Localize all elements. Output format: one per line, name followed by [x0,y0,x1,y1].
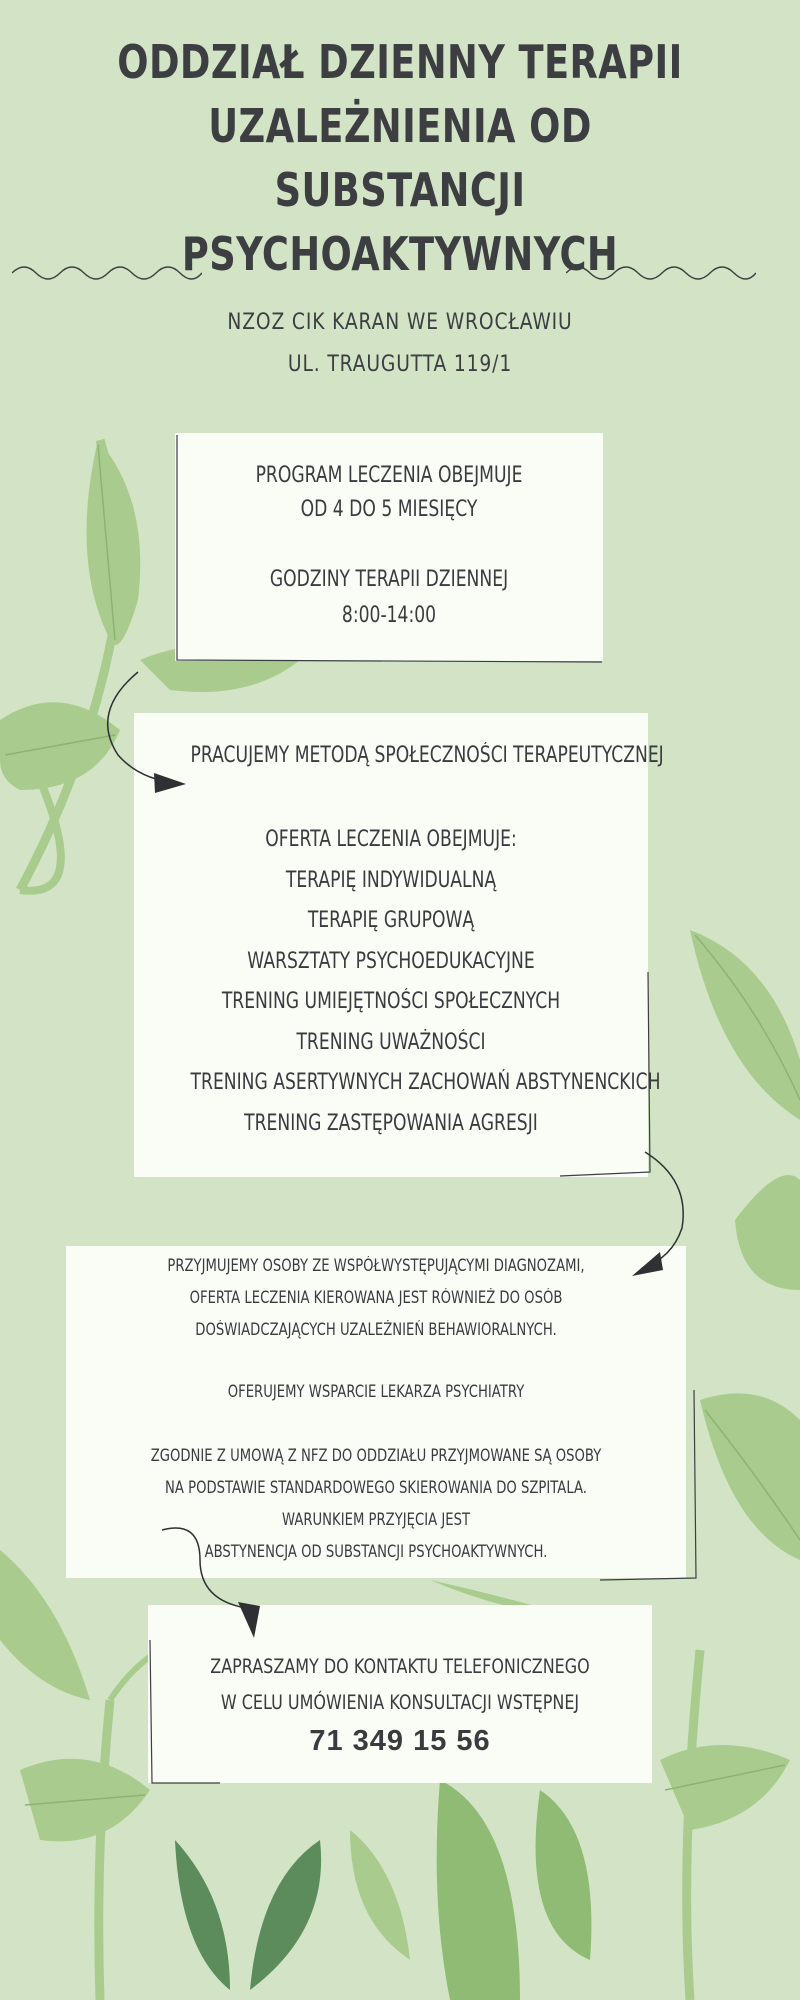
card-text: ZGODNIE Z UMOWĄ Z NFZ DO ODDZIAŁU PRZYJMOWANE SĄ OSOBY [150,1446,602,1465]
card-text: OD 4 DO 5 MIESIĘCY [300,497,478,522]
contact-card [148,1605,652,1783]
program-duration-card [175,433,603,661]
card-text: ABSTYNENCJA OD SUBSTANCJI PSYCHOAKTYWNYCH. [204,1542,548,1561]
card-text: W CELU UMÓWIENIA KONSULTACJI WSTĘPNEJ [220,1691,580,1714]
card-text: 8:00-14:00 [341,603,437,628]
offer-heading: OFERTA LECZENIA OBEJMUJE: [265,827,517,852]
phone-number[interactable]: 71 349 15 56 [309,1725,491,1757]
page-title [80,30,720,286]
title-line: SUBSTANCJI [274,163,526,217]
card-text: OFERTA LECZENIA KIEROWANA JEST RÓWNIEŻ DO OSÓB [189,1288,563,1307]
offer-item: TRENING ASERTYWNYCH ZACHOWAŃ ABSTYNENCKICH [190,1070,661,1095]
wave-divider-left [12,258,202,288]
offer-item: TERAPIĘ GRUPOWĄ [307,908,475,933]
admission-info-card [66,1246,686,1578]
title-line: ODDZIAŁ DZIENNY TERAPII [117,35,683,89]
offer-item: TRENING UWAŻNOŚCI [296,1030,486,1055]
offer-item: TRENING UMIEJĘTNOŚCI SPOŁECZNYCH [221,989,561,1014]
offer-item: TERAPIĘ INDYWIDUALNĄ [285,868,497,893]
card-text: NA PODSTAWIE STANDARDOWEGO SKIEROWANIA DO SZPITALA. [165,1478,587,1497]
card-text: ZAPRASZAMY DO KONTAKTU TELEFONICZNEGO [210,1655,590,1678]
card-text: OFERUJEMY WSPARCIE LEKARZA PSYCHIATRY [227,1382,525,1401]
therapy-offer-card [134,713,664,1177]
title-line: UZALEŻNIENIA OD [208,99,592,153]
offer-item: WARSZTATY PSYCHOEDUKACYJNE [247,949,535,974]
clinic-address: UL. TRAUGUTTA 119/1 [287,352,513,377]
card-text: WARUNKIEM PRZYJĘCIA JEST [281,1510,471,1529]
offer-item: TRENING ZASTĘPOWANIA AGRESJI [244,1111,538,1136]
card-text: PRZYJMUJEMY OSOBY ZE WSPÓŁWYSTĘPUJĄCYMI DIAGNOZAMI, [167,1256,585,1275]
card-text: GODZINY TERAPII DZIENNEJ [269,567,509,592]
method-text: PRACUJEMY METODĄ SPOŁECZNOŚCI TERAPEUTYCZNEJ [190,743,664,768]
clinic-name: NZOZ CIK KARAN WE WROCŁAWIU [227,310,573,335]
wave-divider-right [566,258,756,288]
title-line: PSYCHOAKTYWNYCH [181,227,619,281]
card-text: PROGRAM LECZENIA OBEJMUJE [255,463,523,488]
card-text: DOŚWIADCZAJĄCYCH UZALEŻNIEŃ BEHAWIORALNYCH. [195,1320,557,1339]
